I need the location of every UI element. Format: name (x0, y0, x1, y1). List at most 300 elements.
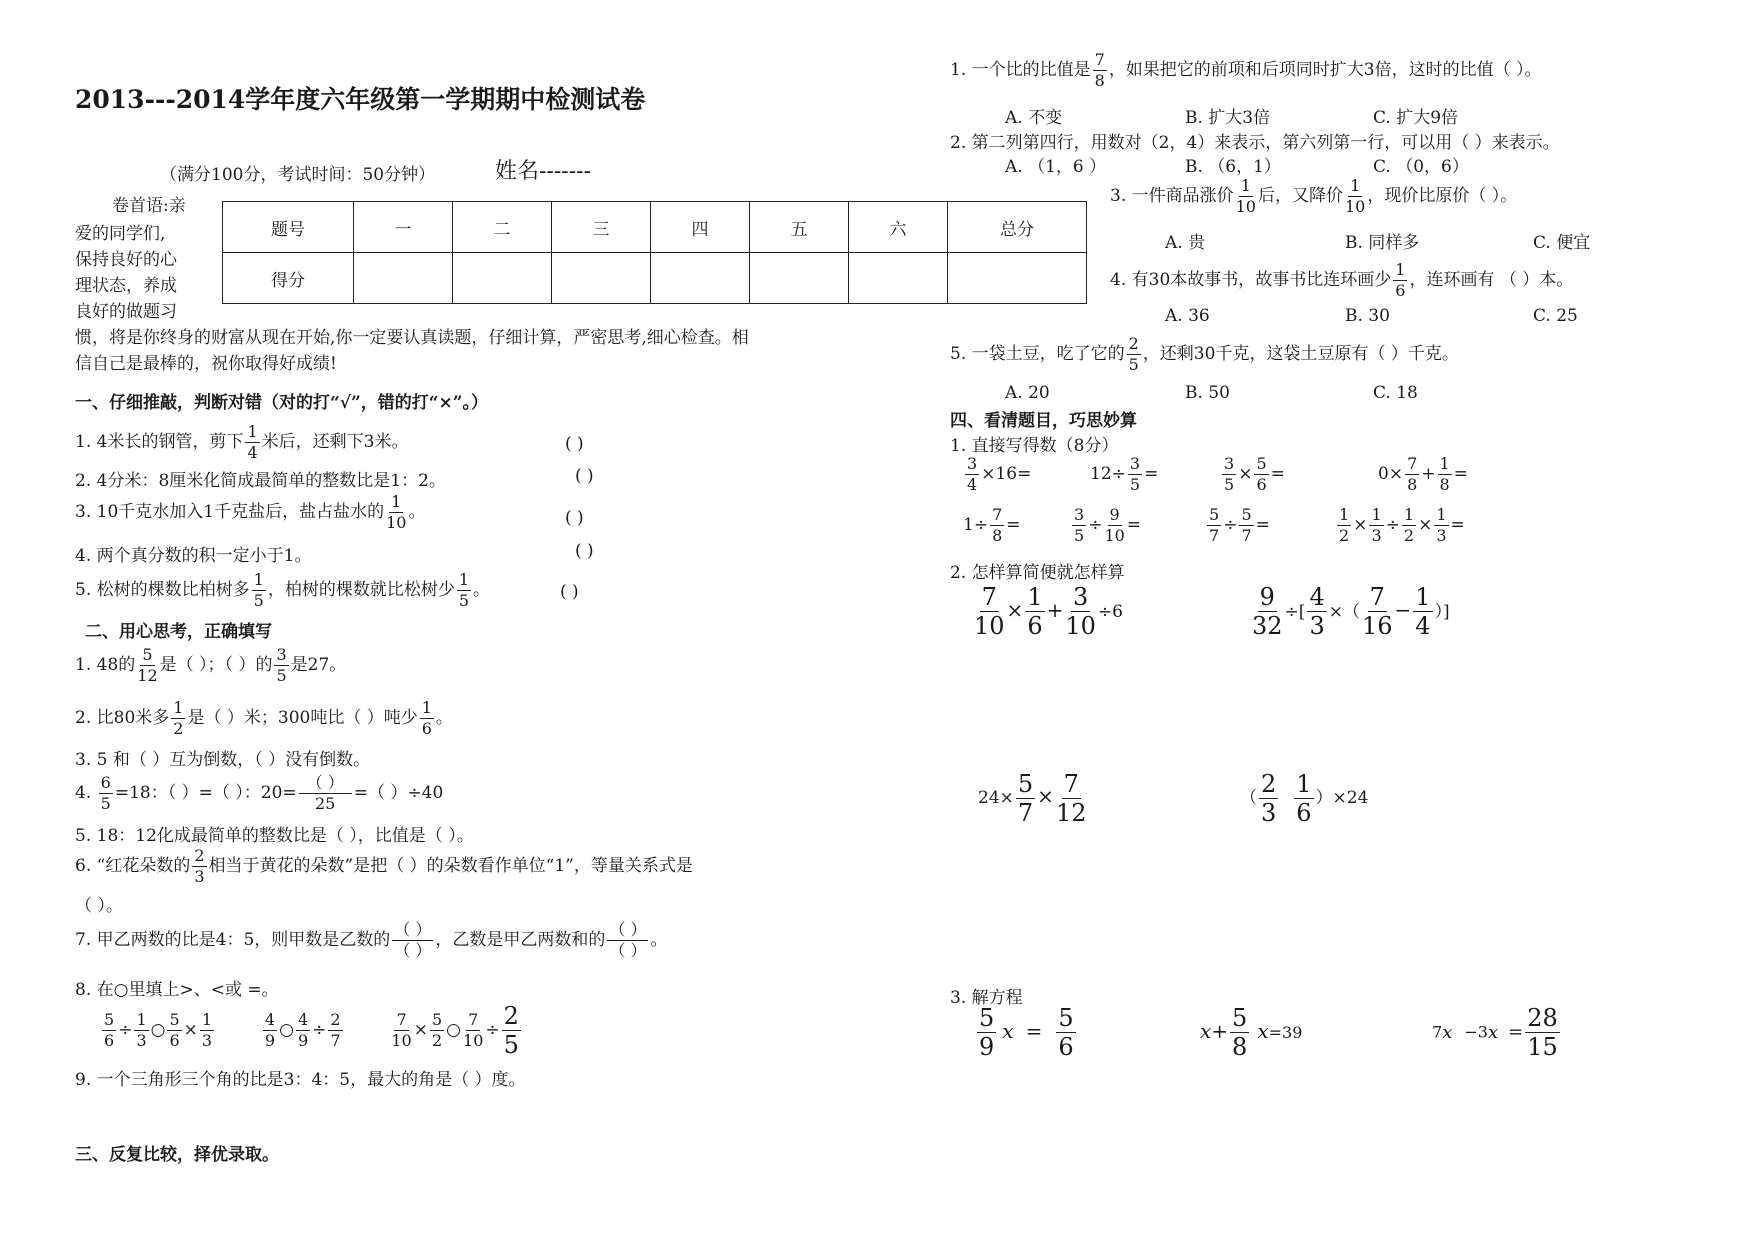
operator: ）] (1434, 602, 1450, 622)
fraction (420, 700, 434, 737)
q-text: 是（ ）米；300吨比（ ）吨少 (187, 708, 418, 728)
q-text: 两个真分数的积一定小于1。 (96, 546, 312, 566)
denominator: 8 (1232, 1033, 1248, 1061)
denominator: 32 (1252, 612, 1283, 640)
fraction (1434, 507, 1448, 544)
q-num: 9. (75, 1070, 92, 1090)
fraction (977, 1006, 996, 1059)
denominator: 6 (1395, 281, 1406, 300)
denominator: 7 (1241, 526, 1252, 545)
operator: = (1025, 1019, 1043, 1043)
denominator: 10 (391, 1031, 412, 1050)
fraction (274, 647, 288, 684)
numerator: 4 (297, 1010, 309, 1029)
score-input-cell[interactable] (453, 253, 552, 304)
table-cell: 题号 (223, 202, 354, 253)
operator: = (1450, 515, 1465, 535)
operator: = (1144, 464, 1159, 484)
operator: − (1394, 598, 1412, 622)
fraction (1065, 585, 1096, 638)
numerator: 1 (1350, 176, 1361, 195)
denominator: 3 (1261, 799, 1277, 827)
operator: =39 (1268, 1023, 1303, 1042)
calc-item (963, 456, 1031, 493)
q-num: 3. (75, 750, 92, 770)
option[interactable]: A. 贵 (1165, 233, 1206, 253)
operator: 12÷ (1090, 464, 1126, 484)
q-text: 5. 一袋土豆，吃了它的 (950, 344, 1125, 364)
q-text: 甲乙两数的比是4：5，则甲数是乙数的 (96, 930, 391, 950)
option[interactable]: C. 便宜 (1533, 233, 1591, 253)
denominator: 8 (1407, 475, 1418, 494)
fraction (1236, 178, 1256, 215)
denominator: 3 (1371, 526, 1382, 545)
denominator: 8 (1094, 71, 1105, 90)
q-text: 3. 一件商品涨价 (1110, 186, 1234, 206)
operator: （ (1240, 788, 1257, 808)
fraction (1128, 456, 1142, 493)
operator: + (1211, 1019, 1229, 1043)
numerator: 1 (1339, 505, 1350, 524)
fraction (245, 424, 259, 461)
sec2-q5 (75, 821, 474, 846)
sec2-q4 (75, 775, 443, 812)
fraction (1413, 585, 1432, 638)
fraction (607, 922, 648, 959)
numerator: 6 (100, 773, 111, 792)
fraction (1127, 336, 1141, 373)
calc-item (1090, 456, 1158, 493)
numerator: 7 (468, 1010, 479, 1029)
option[interactable]: C. 25 (1533, 306, 1578, 326)
numerator: 5 (431, 1010, 443, 1029)
fraction (457, 572, 471, 609)
denominator: 10 (1235, 197, 1256, 216)
score-input-cell[interactable] (750, 253, 849, 304)
operator: + (1421, 464, 1436, 484)
option[interactable]: A. 36 (1165, 306, 1210, 326)
q-text: 48的 (96, 655, 136, 675)
table-cell: 六 (849, 202, 948, 253)
numerator: 1 (1439, 454, 1450, 473)
section-3-title: 三、反复比较，择优录取。 (75, 1145, 279, 1165)
denominator: 8 (992, 526, 1003, 545)
denominator: 5 (100, 794, 111, 813)
q-num: 4. (75, 546, 92, 566)
q-text: 4. 有30本故事书，故事书比连环画少 (1110, 270, 1392, 290)
fraction (430, 1012, 444, 1049)
numerator: 1 (173, 698, 184, 717)
fraction (1230, 1006, 1249, 1059)
numerator: 7 (396, 1010, 407, 1029)
operator: 0× (1378, 464, 1404, 484)
denominator: 2 (1403, 526, 1415, 545)
q-text: “红花朵数的 (96, 856, 191, 876)
section-2-title: 二、用心思考，正确填写 (85, 622, 272, 642)
option[interactable]: C. 扩大9倍 (1373, 108, 1459, 128)
numerator: 1 (1403, 505, 1415, 524)
numerator: 1 (247, 422, 258, 441)
fraction (1345, 178, 1365, 215)
page-title: 2013---2014学年度六年级第一学期期中检测试卷 (75, 85, 646, 114)
denominator: 3 (1436, 526, 1447, 545)
fraction (1259, 772, 1278, 825)
preface-line: 良好的做题习 (75, 302, 177, 322)
operator: × (1418, 515, 1433, 535)
fraction (1056, 1006, 1075, 1059)
fraction (1252, 585, 1283, 638)
q-text: 18：12化成最简单的整数比是（ ），比值是（ ）。 (96, 826, 474, 846)
operator: × (1006, 598, 1024, 622)
compare-row (100, 1004, 523, 1057)
q-text: 5 和（ ）互为倒数，（ ）没有倒数。 (96, 750, 371, 770)
numerator: 2 (503, 1002, 519, 1030)
denominator: 2 (173, 719, 184, 738)
q-text: 。 (435, 708, 453, 728)
operator: ）×24 (1315, 788, 1369, 808)
numerator: 3 (1074, 505, 1085, 524)
numerator: 3 (967, 454, 978, 473)
sec2-q6 (75, 848, 693, 885)
denominator: 3 (136, 1031, 147, 1050)
fraction (1056, 772, 1087, 825)
option[interactable]: A. （1，6 ） (1005, 157, 1107, 177)
sec1-q4 (75, 541, 311, 566)
answer-paren[interactable]: ( ) (560, 582, 579, 602)
denominator: 5 (1129, 475, 1141, 494)
denominator: 4 (247, 443, 258, 462)
q-text: ，乙数是甲乙两数和的 (435, 930, 606, 950)
sec3-q3 (1110, 178, 1517, 215)
denominator: 5 (503, 1031, 519, 1059)
operator: ÷ (1385, 515, 1400, 535)
fraction (252, 572, 266, 609)
denominator: 6 (104, 1031, 115, 1050)
denominator: 7 (1209, 526, 1220, 545)
preface-line: 信自己是最棒的，祝你取得好成绩! (75, 354, 337, 374)
equation-1 (975, 1006, 1078, 1059)
fraction (1369, 507, 1383, 544)
denominator: （ ） (609, 941, 647, 960)
numerator: 3 (1072, 583, 1089, 611)
section-1-title: 一、仔细推敲，判断对错（对的打“√”，错的打“×”。） (75, 393, 489, 413)
operator: ÷6 (1097, 602, 1123, 622)
denominator: 5 (458, 591, 470, 610)
numerator: 1 (1415, 583, 1431, 611)
numerator: 5 (1241, 505, 1252, 524)
sec2-q9 (75, 1065, 526, 1090)
q-num: 7. (75, 930, 92, 950)
numerator: 5 (1256, 454, 1267, 473)
expr-3 (978, 772, 1088, 825)
fraction (1307, 585, 1326, 638)
denominator: 25 (315, 794, 336, 813)
answer-paren[interactable]: ( ) (575, 466, 594, 486)
operator: = (1006, 515, 1021, 535)
fraction (299, 775, 352, 812)
fraction (1254, 456, 1268, 493)
fraction (1438, 456, 1452, 493)
q-text: =18：（ ）=（ ）：20= (114, 783, 297, 803)
preface-line: 惯，将是你终身的财富从现在开始,你一定要认真读题，仔细计算，严密思考,细心检查。相 (75, 328, 749, 348)
calc-item (1335, 507, 1465, 544)
variable: x (1200, 1019, 1212, 1043)
operator: ÷ (1088, 515, 1103, 535)
sub-title: 2. 怎样算简便就怎样算 (950, 563, 1125, 583)
denominator: 9 (979, 1033, 995, 1061)
operator: ÷ (1223, 515, 1238, 535)
numerator: 7 (1063, 770, 1079, 798)
fraction (965, 456, 979, 493)
score-input-cell[interactable] (948, 253, 1087, 304)
denominator: 16 (1361, 612, 1393, 640)
numerator: 1 (421, 698, 432, 717)
denominator: 2 (1339, 526, 1350, 545)
fraction (1405, 456, 1419, 493)
compare-circle[interactable]: ○ (279, 1020, 294, 1040)
denominator: 10 (1344, 197, 1366, 216)
numerator: 1 (1371, 505, 1382, 524)
q-num: 4. (75, 783, 92, 803)
sec2-q7 (75, 922, 667, 959)
numerator: 5 (1058, 1004, 1074, 1032)
fraction (1025, 585, 1044, 638)
operator: = (1508, 1021, 1524, 1043)
sec1-q2 (75, 466, 446, 491)
q-text: 是27。 (290, 655, 347, 675)
q-text: 一个三角形三个角的比是3：4：5，最大的角是（ ）度。 (96, 1070, 526, 1090)
answer-paren[interactable]: ( ) (565, 508, 584, 528)
option[interactable]: C. （0，6） (1373, 157, 1469, 177)
option[interactable]: B. 同样多 (1345, 233, 1420, 253)
fraction (1239, 507, 1253, 544)
expr-2 (1250, 585, 1450, 638)
sec2-q3 (75, 745, 370, 770)
numerator: 5 (104, 1010, 115, 1029)
fraction (1362, 585, 1393, 638)
sec2-q6-line2: （ ）。 (75, 896, 123, 916)
denominator: 3 (194, 867, 205, 886)
operator: = (1126, 515, 1142, 535)
numerator: 5 (142, 645, 153, 664)
fraction (502, 1004, 521, 1057)
name-label: 姓名------- (495, 159, 592, 184)
q-text: =（ ）÷40 (353, 783, 444, 803)
numerator: 5 (1232, 1004, 1248, 1032)
denominator: 5 (276, 666, 287, 685)
compare-circle[interactable]: ○ (446, 1020, 462, 1040)
option[interactable]: B. （6，1） (1185, 157, 1281, 177)
fraction (990, 507, 1004, 544)
operator: × (1353, 515, 1368, 535)
denominator: 5 (1224, 475, 1235, 494)
q-text: ，还剩30千克，这袋土豆原有（ ）千克。 (1142, 344, 1459, 364)
q-num: 2. (75, 708, 92, 728)
table-cell: 一 (354, 202, 453, 253)
sec2-q2 (75, 700, 453, 737)
denominator: 8 (1439, 475, 1450, 494)
operator: = (1270, 464, 1285, 484)
equation-3 (1432, 1006, 1562, 1059)
score-input-cell[interactable] (354, 253, 453, 304)
numerator: （ ） (609, 920, 647, 939)
denominator: 9 (297, 1031, 309, 1050)
option[interactable]: B. 扩大3倍 (1185, 108, 1271, 128)
option[interactable]: A. 20 (1005, 383, 1050, 403)
denominator: 10 (463, 1031, 484, 1050)
score-input-cell[interactable] (552, 253, 651, 304)
numerator: 2 (1128, 334, 1139, 353)
fraction (1072, 507, 1086, 544)
q-num: 8. (75, 980, 92, 1000)
fraction (391, 1012, 411, 1049)
q-text: ，柏树的棵数就比松树少 (267, 580, 455, 600)
table-row (223, 253, 1087, 304)
answer-paren[interactable]: ( ) (565, 434, 584, 454)
operator: ÷ (485, 1020, 500, 1040)
q-text: 比80米多 (96, 708, 170, 728)
operator: ÷[ (1284, 602, 1306, 622)
preface-line: 卷首语:亲 (112, 196, 186, 216)
fraction (296, 1012, 310, 1049)
denominator: （ ） (394, 941, 432, 960)
operator: 1÷ (963, 515, 989, 535)
q-text: 是（ ）；（ ）的 (159, 655, 273, 675)
fraction (167, 1012, 181, 1049)
q-num: 5. (75, 826, 92, 846)
fraction (192, 848, 206, 885)
q-text: 。 (650, 930, 668, 950)
answer-paren[interactable]: ( ) (575, 541, 594, 561)
numerator: 2 (1261, 770, 1277, 798)
q-text: 松树的棵数比柏树多 (96, 580, 250, 600)
numerator: 7 (1407, 454, 1418, 473)
numerator: 5 (169, 1010, 180, 1029)
operator: + (1046, 598, 1064, 622)
numerator: 1 (253, 570, 264, 589)
sec3-q2: 2. 第二列第四行，用数对（2，4）来表示，第六列第一行，可以用（ ）来表示。 (950, 133, 1560, 153)
denominator: 7 (330, 1031, 341, 1050)
numerator: 4 (264, 1010, 276, 1029)
fraction (1393, 262, 1407, 299)
q-text: 。 (473, 580, 491, 600)
option[interactable]: A. 不变 (1005, 108, 1063, 128)
calc-item (1070, 507, 1141, 544)
fraction (102, 1012, 116, 1049)
calc-item (1378, 456, 1468, 493)
denominator: 3 (201, 1031, 213, 1050)
denominator: 10 (386, 513, 407, 532)
denominator: 6 (1058, 1033, 1074, 1061)
q-text: ，如果把它的前项和后项同时扩大3倍，这时的比值（ ）。 (1108, 60, 1542, 80)
denominator: 4 (967, 475, 978, 494)
calc-item (963, 507, 1021, 544)
numerator: 7 (992, 505, 1003, 524)
numerator: 4 (1309, 583, 1325, 611)
operator: × (183, 1020, 198, 1040)
numerator: 1 (136, 1010, 147, 1029)
operator: = (1453, 464, 1468, 484)
operator: ×（ (1328, 602, 1360, 622)
fraction (1093, 52, 1107, 89)
denominator: 6 (169, 1031, 180, 1050)
sub-title: 3. 解方程 (950, 988, 1023, 1008)
numerator: 3 (1224, 454, 1235, 473)
fraction (263, 1012, 277, 1049)
operator: × (1037, 784, 1054, 808)
numerator: 1 (1395, 260, 1406, 279)
numerator: 7 (981, 583, 997, 611)
preface-line: 理状态，养成 (75, 276, 177, 296)
numerator: 28 (1527, 1004, 1558, 1032)
denominator: 6 (1256, 475, 1267, 494)
fraction (386, 494, 406, 531)
denominator: 10 (974, 612, 1005, 640)
table-cell: 四 (651, 202, 750, 253)
numerator: 7 (1094, 50, 1105, 69)
expr-1 (972, 585, 1123, 638)
denominator: 9 (264, 1031, 276, 1050)
variable: x (1002, 1019, 1014, 1043)
numerator: （ ） (394, 920, 432, 939)
fraction (200, 1012, 214, 1049)
denominator: 7 (1017, 799, 1034, 827)
denominator: 3 (1309, 612, 1325, 640)
q-num: 1. (75, 432, 92, 452)
variable: x (1257, 1019, 1269, 1043)
table-row (223, 202, 1087, 253)
compare-circle[interactable]: ○ (150, 1020, 166, 1040)
operator: ÷ (312, 1020, 327, 1040)
fraction (1016, 772, 1035, 825)
numerator: 2 (194, 846, 205, 865)
sec1-q3 (75, 494, 425, 531)
numerator: 2 (330, 1010, 341, 1029)
q-text: ，现价比原价（ ）。 (1367, 186, 1518, 206)
sec3-q1 (950, 52, 1542, 89)
fraction (1207, 507, 1221, 544)
option[interactable]: C. 18 (1373, 383, 1418, 403)
denominator: 2 (431, 1031, 443, 1050)
numerator: 1 (1296, 770, 1312, 798)
denominator: 6 (1027, 612, 1043, 640)
table-cell: 三 (552, 202, 651, 253)
option[interactable]: B. 30 (1345, 306, 1390, 326)
table-cell: 五 (750, 202, 849, 253)
fraction (974, 585, 1005, 638)
score-input-cell[interactable] (849, 253, 948, 304)
option[interactable]: B. 50 (1185, 383, 1230, 403)
denominator: 10 (1104, 526, 1125, 545)
fraction (1337, 507, 1351, 544)
numerator: 1 (1027, 583, 1043, 611)
score-input-cell[interactable] (651, 253, 750, 304)
sec1-q1 (75, 424, 408, 461)
denominator: 5 (253, 591, 264, 610)
q-text: 米后，还剩下3米。 (261, 432, 409, 452)
operator: ÷ (118, 1020, 133, 1040)
numerator: 1 (1240, 176, 1251, 195)
numerator: 9 (1259, 583, 1275, 611)
q-num: 2. (75, 471, 92, 491)
fraction (137, 647, 157, 684)
q-text: 。 (408, 502, 426, 522)
table-cell: 得分 (223, 253, 354, 304)
q-text: 4米长的钢管，剪下 (96, 432, 244, 452)
numerator: 9 (1109, 505, 1120, 524)
fraction (328, 1012, 342, 1049)
fraction (392, 922, 433, 959)
